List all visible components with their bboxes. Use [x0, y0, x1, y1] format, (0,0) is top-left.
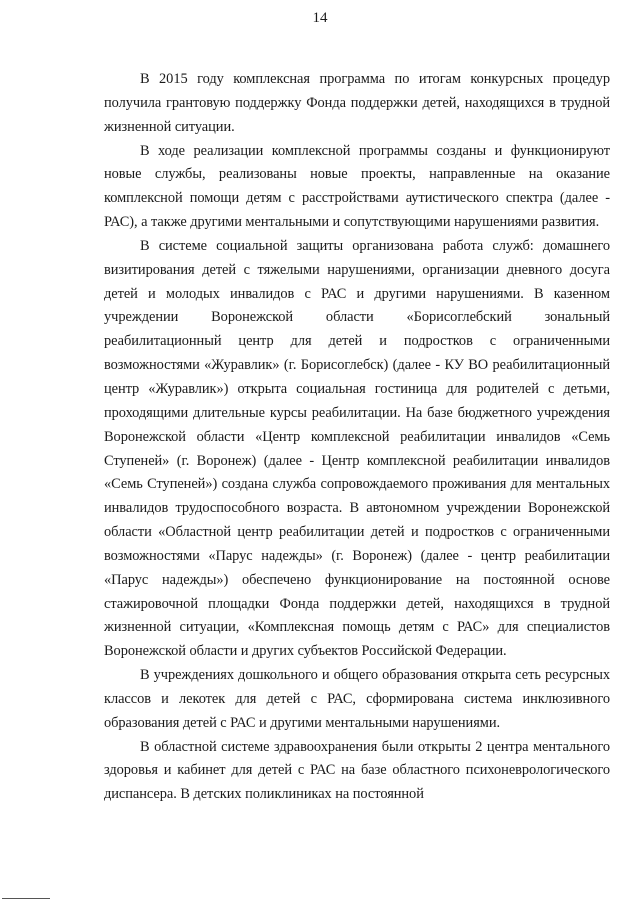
paragraph-healthcare: В областной системе здравоохранения были открыты 2 центра ментального здоровья и кабинет для детей с РАС на базе областного психоневрологического диспансера. В детских поликлиниках на постоянной [104, 738, 610, 803]
footer-rule [2, 898, 50, 899]
document-body [104, 68, 610, 807]
paragraph-new-services: В ходе реализации комплексной программы созданы и функционируют новые службы, реализованы новые проекты, направленные на оказание комплексной помощи детям с расстройствами аутистического спектра (далее - РАС), а также другими ментальными и сопутствующими нарушениями развития. [104, 142, 610, 231]
page-number: 14 [312, 10, 328, 26]
paragraph-social-protection: В системе социальной защиты организована работа служб: домашнего визитирования детей с тяжелыми нарушениями, организации дневного досуга детей и молодых инвалидов с РАС и другими нарушениями. В казенном учреждении Воронежской области «Борисоглебский зональный реабилитационный центр для детей и подростков с ограниченными возможностями «Журавлик» (г. Борисоглебск) (далее - КУ ВО реабилитационный центр «Журавлик») открыта социальная гостиница для родителей с детьми, проходящими длительные курсы реабилитации. На базе бюджетного учреждения Воронежской области «Центр комплексной реабилитации инвалидов «Семь Ступеней» (г. Воронеж) (далее - Центр комплексной реабилитации инвалидов «Семь Ступеней») создана служба сопровождаемого проживания для ментальных инвалидов трудоспособного возраста. В автономном учреждении Воронежской области «Областной центр реабилитации детей и подростков с ограниченными возможностями «Парус надежды» (г. Воронеж) (далее - центр реабилитации «Парус надежды») обеспечено функционирование на постоянной основе стажировочной площадки Фонда поддержки детей, находящихся в трудной жизненной ситуации, «Комплексная помощь детям с РАС» для специалистов Воронежской области и других субъектов Российской Федерации. [104, 237, 610, 660]
paragraph-grant-support: В 2015 году комплексная программа по итогам конкурсных процедур получила грантовую поддержку Фонда поддержки детей, находящихся в трудной жизненной ситуации. [104, 71, 610, 135]
paragraph-education: В учреждениях дошкольного и общего образования открыта сеть ресурсных классов и лекотек для детей с РАС, сформирована система инклюзивного образования детей с РАС и другими ментальными нарушениями. [104, 667, 610, 731]
